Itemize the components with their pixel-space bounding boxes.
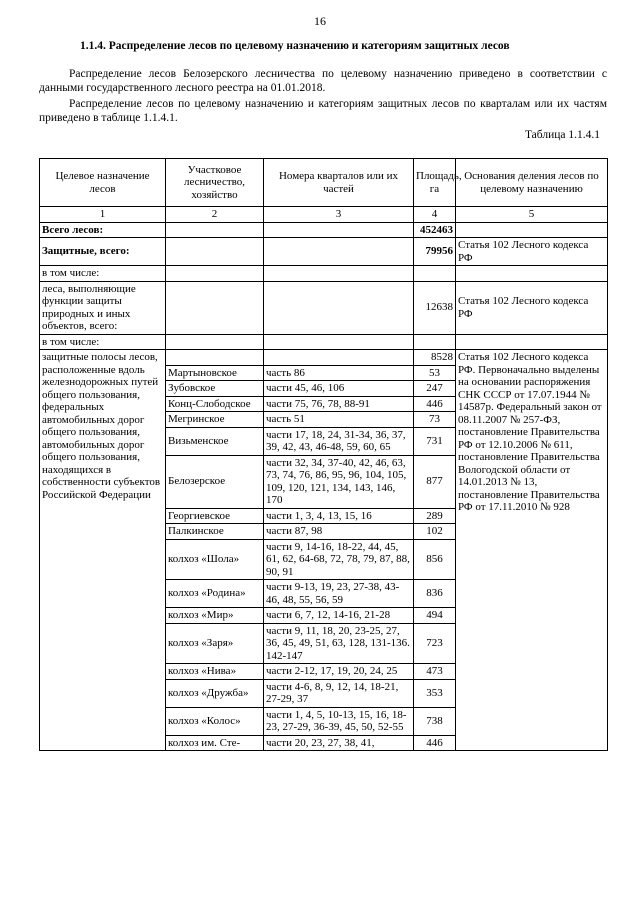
quarters-cell: части 20, 23, 27, 38, 41, <box>264 735 414 751</box>
section-heading: 1.1.4. Распределение лесов по целевому назначению и категориям защитных лесов <box>80 40 510 52</box>
protective-basis: Статья 102 Лесного кодекса РФ <box>456 238 608 266</box>
area-cell: 102 <box>414 524 456 540</box>
strip-label: защитные полосы лесов, расположенные вдоль железнодорожных путей общего пользования, федеральных автомобильных дорог общего пользования, автомобильных дорог общего пользования, находящихся в собственности субъектов Российской Федерации <box>40 350 166 751</box>
area-cell: 723 <box>414 623 456 664</box>
header-purpose: Целевое назначение лесов <box>40 159 166 207</box>
area-cell: 877 <box>414 455 456 508</box>
strip-basis: Статья 102 Лесного кодекса РФ. Первоначально выделены на основании распоряжения СНК СССР от 17.07.1944 № 14587р. Федеральный закон от 08.11.2007 № 257-ФЗ, постановление Правительства РФ от 12.10.2006 № 611, постановление Правительства Вологодской области от 14.01.2013 № 13, постановление Правительства РФ от 17.11.2010 № 928 <box>456 350 608 751</box>
header-area: Площадь, га <box>414 159 456 207</box>
district-cell: Зубовское <box>166 381 264 397</box>
total-row <box>40 222 608 238</box>
functions-value: 12638 <box>414 281 456 334</box>
district-cell: колхоз «Родина» <box>166 580 264 608</box>
paragraph-1: Распределение лесов Белозерского лесничества по целевому назначению приведено в соответствии с данными государственного лесного реестра на 01.01.2018. <box>39 68 607 94</box>
col-number: 2 <box>166 207 264 223</box>
area-cell: 856 <box>414 539 456 580</box>
district-cell: Визьменское <box>166 427 264 455</box>
quarters-cell: части 87, 98 <box>264 524 414 540</box>
district-cell: Белозерское <box>166 455 264 508</box>
strip-row <box>40 350 608 366</box>
protective-row <box>40 238 608 266</box>
paragraph-2: Распределение лесов по целевому назначению и категориям защитных лесов по кварталам или их частям приведено в таблице 1.1.4.1. <box>39 98 607 124</box>
area-cell: 247 <box>414 381 456 397</box>
quarters-cell: части 75, 76, 78, 88-91 <box>264 396 414 412</box>
area-cell: 446 <box>414 735 456 751</box>
quarters-cell: части 2-12, 17, 19, 20, 24, 25 <box>264 664 414 680</box>
strip-value: 8528 <box>414 350 456 366</box>
quarters-cell: части 4-6, 8, 9, 12, 14, 18-21, 27-29, 37 <box>264 679 414 707</box>
area-cell: 353 <box>414 679 456 707</box>
district-cell: колхоз «Нива» <box>166 664 264 680</box>
area-cell: 53 <box>414 365 456 381</box>
col-number: 4 <box>414 207 456 223</box>
col-number: 3 <box>264 207 414 223</box>
district-cell: Палкинское <box>166 524 264 540</box>
area-cell: 738 <box>414 707 456 735</box>
district-cell: Георгиевское <box>166 508 264 524</box>
area-cell: 289 <box>414 508 456 524</box>
total-value: 452463 <box>414 222 456 238</box>
header-basis: Основания деления лесов по целевому назначению <box>456 159 608 207</box>
functions-label: леса, выполняющие функции защиты природных и иных объектов, всего: <box>40 281 166 334</box>
quarters-cell: части 9, 11, 18, 20, 23-25, 27, 36, 45, 49, 51, 63, 128, 131-136. 142-147 <box>264 623 414 664</box>
quarters-cell: части 32, 34, 37-40, 42, 46, 63, 73, 74, 76, 86, 95, 96, 104, 105, 109, 120, 121, 134, 143, 146, 170 <box>264 455 414 508</box>
district-cell: Мартыновское <box>166 365 264 381</box>
quarters-cell: части 1, 4, 5, 10-13, 15, 16, 18-23, 27-29, 36-39, 45, 50, 52-55 <box>264 707 414 735</box>
functions-row <box>40 281 608 334</box>
district-cell: Мегринское <box>166 412 264 428</box>
table-caption: Таблица 1.1.4.1 <box>524 129 600 141</box>
quarters-cell: часть 86 <box>264 365 414 381</box>
col-number: 1 <box>40 207 166 223</box>
col-number: 5 <box>456 207 608 223</box>
including-row <box>40 266 608 282</box>
header-quarters: Номера кварталов или их частей <box>264 159 414 207</box>
quarters-cell: части 9, 14-16, 18-22, 44, 45, 61, 62, 64-68, 72, 78, 79, 87, 88, 90, 91 <box>264 539 414 580</box>
area-cell: 494 <box>414 608 456 624</box>
functions-basis: Статья 102 Лесного кодекса РФ <box>456 281 608 334</box>
quarters-cell: части 1, 3, 4, 13, 15, 16 <box>264 508 414 524</box>
area-cell: 473 <box>414 664 456 680</box>
including-row <box>40 334 608 350</box>
quarters-cell: часть 51 <box>264 412 414 428</box>
district-cell: колхоз «Колос» <box>166 707 264 735</box>
area-cell: 836 <box>414 580 456 608</box>
area-cell: 73 <box>414 412 456 428</box>
quarters-cell: части 6, 7, 12, 14-16, 21-28 <box>264 608 414 624</box>
protective-label: Защитные, всего: <box>40 238 166 266</box>
area-cell: 446 <box>414 396 456 412</box>
quarters-cell: части 45, 46, 106 <box>264 381 414 397</box>
protective-value: 79956 <box>414 238 456 266</box>
district-cell: Конц-Слободское <box>166 396 264 412</box>
area-cell: 731 <box>414 427 456 455</box>
including-label: в том числе: <box>40 334 166 350</box>
including-label: в том числе: <box>40 266 166 282</box>
quarters-cell: части 17, 18, 24, 31-34, 36, 37, 39, 42, 43, 46-48, 59, 60, 65 <box>264 427 414 455</box>
header-district: Участковое лесничество, хозяйство <box>166 159 264 207</box>
page-number: 16 <box>314 14 326 28</box>
district-cell: колхоз «Шола» <box>166 539 264 580</box>
quarters-cell: части 9-13, 19, 23, 27-38, 43-46, 48, 55, 56, 59 <box>264 580 414 608</box>
district-cell: колхоз «Дружба» <box>166 679 264 707</box>
district-cell: колхоз «Мир» <box>166 608 264 624</box>
district-cell: колхоз им. Сте- <box>166 735 264 751</box>
district-cell: колхоз «Заря» <box>166 623 264 664</box>
total-label: Всего лесов: <box>40 222 166 238</box>
forest-distribution-table <box>39 158 608 751</box>
